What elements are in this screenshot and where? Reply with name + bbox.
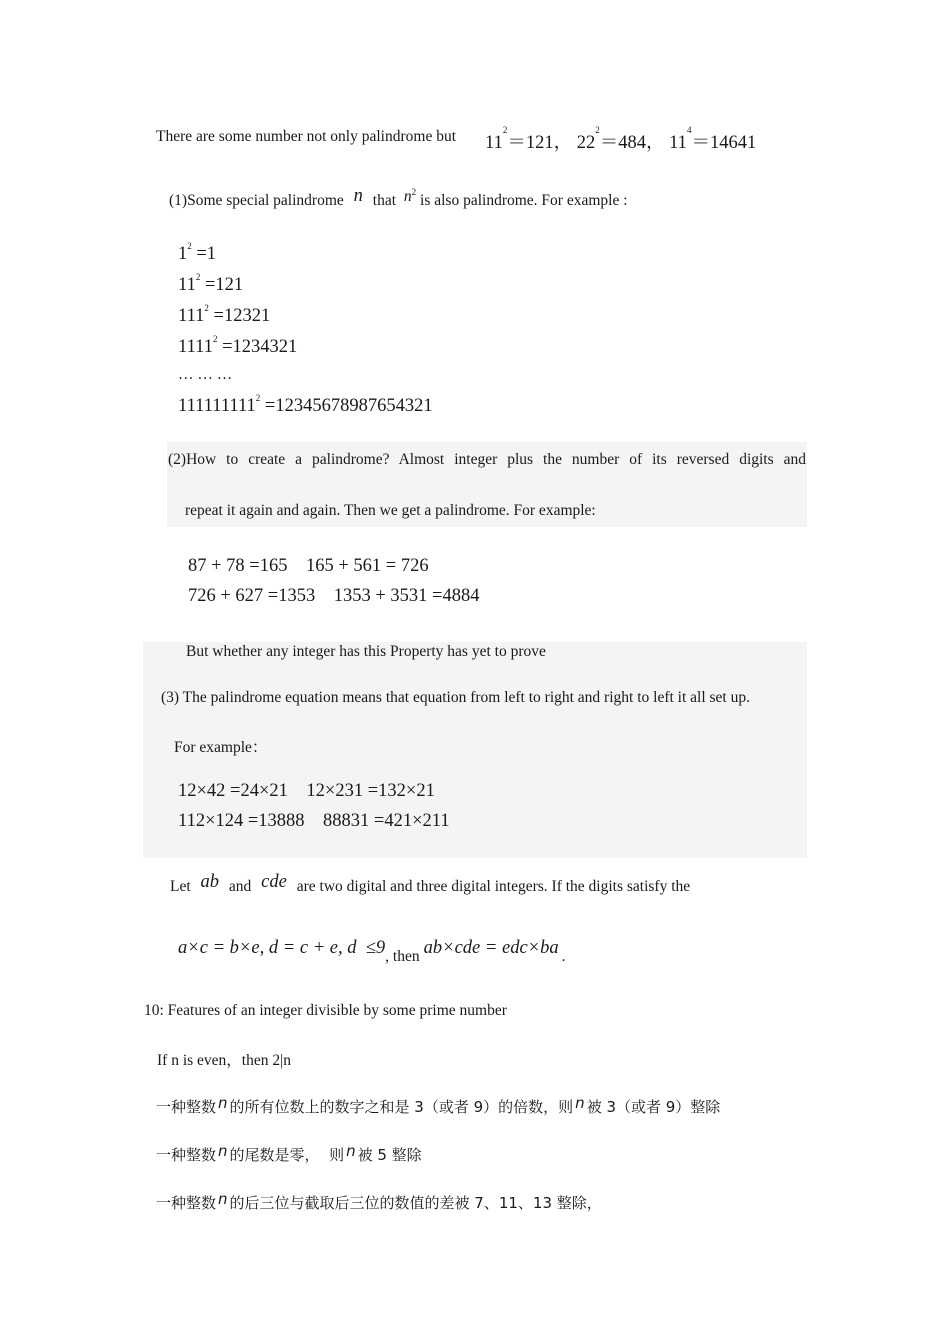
rule5-a: 一种整数 xyxy=(156,1146,217,1164)
rule3-a: 一种整数 xyxy=(156,1098,217,1116)
ellipsis: … … … xyxy=(178,366,233,383)
condition-result: ab×cde = edc×ba xyxy=(423,938,559,958)
square-row-2 xyxy=(178,272,244,296)
square-exp: 2 xyxy=(204,303,209,313)
rule3-b: 的所有位数上的数字之和是 3（或者 9）的倍数，则 xyxy=(229,1098,574,1116)
rule-div7 xyxy=(156,1192,602,1213)
sec2-eq-row2 xyxy=(188,586,479,607)
rule-div3 xyxy=(156,1096,720,1117)
eq2-base: 22 xyxy=(576,133,596,153)
intro-equations xyxy=(485,125,757,154)
let-rest: are two digital and three digital integers. If the digits satisfy the xyxy=(296,878,691,895)
sec2-note xyxy=(186,643,546,661)
sec1-prefix: (1)Some special palindrome xyxy=(169,192,344,209)
sec2-line1-text: (2)How to create a palindrome? Almost integer plus the number of its reversed digits and xyxy=(168,451,806,468)
condition-period: . xyxy=(561,948,566,965)
square-row-3 xyxy=(178,303,271,327)
square-row-4 xyxy=(178,334,298,358)
sec1-suffix: is also palindrome. For example : xyxy=(420,192,628,209)
sec3-for-example xyxy=(174,735,267,757)
sec10-even xyxy=(157,1048,291,1070)
sec1-heading xyxy=(169,186,628,211)
square-base: 111 xyxy=(178,306,205,326)
let-line xyxy=(170,872,691,897)
sec3-eq-row1 xyxy=(178,781,435,802)
square-row-1 xyxy=(178,241,217,265)
rule3-n: n xyxy=(218,1094,228,1112)
square-exp: 2 xyxy=(255,393,261,403)
eq1-exp: 2 xyxy=(502,125,508,135)
square-row-ellipsis xyxy=(178,366,232,384)
square-result: =12345678987654321 xyxy=(264,396,433,416)
sec10-even-text: If n is even，then 2|n xyxy=(157,1052,291,1069)
sec3-eq-row2 xyxy=(178,811,450,832)
eq2-exp: 2 xyxy=(595,125,600,135)
sec3-for-example-text: For example： xyxy=(174,739,268,756)
sec1-var-n: n xyxy=(353,186,363,206)
square-exp: 2 xyxy=(212,334,218,344)
condition-then: , then xyxy=(385,948,420,965)
sec2-line2-text: repeat it again and again. Then we get a palindrome. For example: xyxy=(185,502,596,519)
let-cde: cde xyxy=(261,872,287,892)
rule7-a: 一种整数 xyxy=(156,1194,217,1212)
let-word: Let xyxy=(170,878,191,895)
rule3-n2: n xyxy=(575,1094,585,1112)
eq3-base: 11 xyxy=(669,133,687,153)
square-result: =1 xyxy=(196,244,217,264)
rule7-b: 的后三位与截取后三位的数值的差被 7、11、13 整除， xyxy=(229,1194,602,1212)
sec1-that: that xyxy=(372,192,397,209)
condition-formula: a×c = b×e, d = c + e, d ≤9 xyxy=(178,938,386,958)
square-row-6 xyxy=(178,393,433,417)
let-ab: ab xyxy=(200,872,220,892)
square-base: 111111111 xyxy=(178,396,256,416)
sec1-exp: 2 xyxy=(411,187,417,197)
square-result: =121 xyxy=(204,275,244,295)
intro-text: There are some number not only palindrome but xyxy=(156,128,457,145)
sec2-eq2: 726 + 627 =1353 1353 + 3531 =4884 xyxy=(188,586,480,606)
rule3-c: 被 3（或者 9）整除 xyxy=(586,1098,721,1116)
rule7-n: n xyxy=(218,1190,228,1208)
sec10-title-text: 10: Features of an integer divisible by some prime number xyxy=(144,1002,507,1019)
eq2-rest: ＝484， xyxy=(599,133,665,153)
square-exp: 2 xyxy=(187,241,192,251)
sec3-line1-text: (3) The palindrome equation means that equation from left to right and right to left it all set up. xyxy=(161,689,750,706)
square-base: 1111 xyxy=(178,337,213,357)
rule5-b: 的尾数是零， 则 xyxy=(229,1146,345,1164)
intro-line xyxy=(156,128,456,146)
square-base: 11 xyxy=(178,275,196,295)
rule-div5 xyxy=(156,1144,422,1165)
square-result: =1234321 xyxy=(222,337,298,357)
sec2-eq1: 87 + 78 =165 165 + 561 = 726 xyxy=(188,556,429,576)
sec2-line1 xyxy=(168,451,806,469)
sec10-title xyxy=(144,1002,507,1020)
eq3-exp: 4 xyxy=(686,125,692,135)
sec3-line1 xyxy=(161,689,750,707)
square-exp: 2 xyxy=(195,272,201,282)
sec3-eq1: 12×42 =24×21 12×231 =132×21 xyxy=(178,781,435,801)
sec2-eq-row1 xyxy=(188,556,429,577)
sec2-note-text: But whether any integer has this Property has yet to prove xyxy=(186,643,546,660)
let-and: and xyxy=(228,878,252,895)
square-result: =12321 xyxy=(213,306,271,326)
rule5-n2: n xyxy=(346,1142,356,1160)
sec2-line2 xyxy=(185,502,596,520)
sec1-var-n2: n xyxy=(403,188,412,205)
square-base: 1 xyxy=(178,244,188,264)
eq1-rest: ＝121， xyxy=(507,133,573,153)
eq1-base: 11 xyxy=(485,133,503,153)
sec3-eq2: 112×124 =13888 88831 =421×211 xyxy=(178,811,450,831)
condition-line xyxy=(178,938,566,965)
eq3-rest: ＝14641 xyxy=(691,133,757,153)
rule5-c: 被 5 整除 xyxy=(357,1146,422,1164)
rule5-n: n xyxy=(218,1142,228,1160)
